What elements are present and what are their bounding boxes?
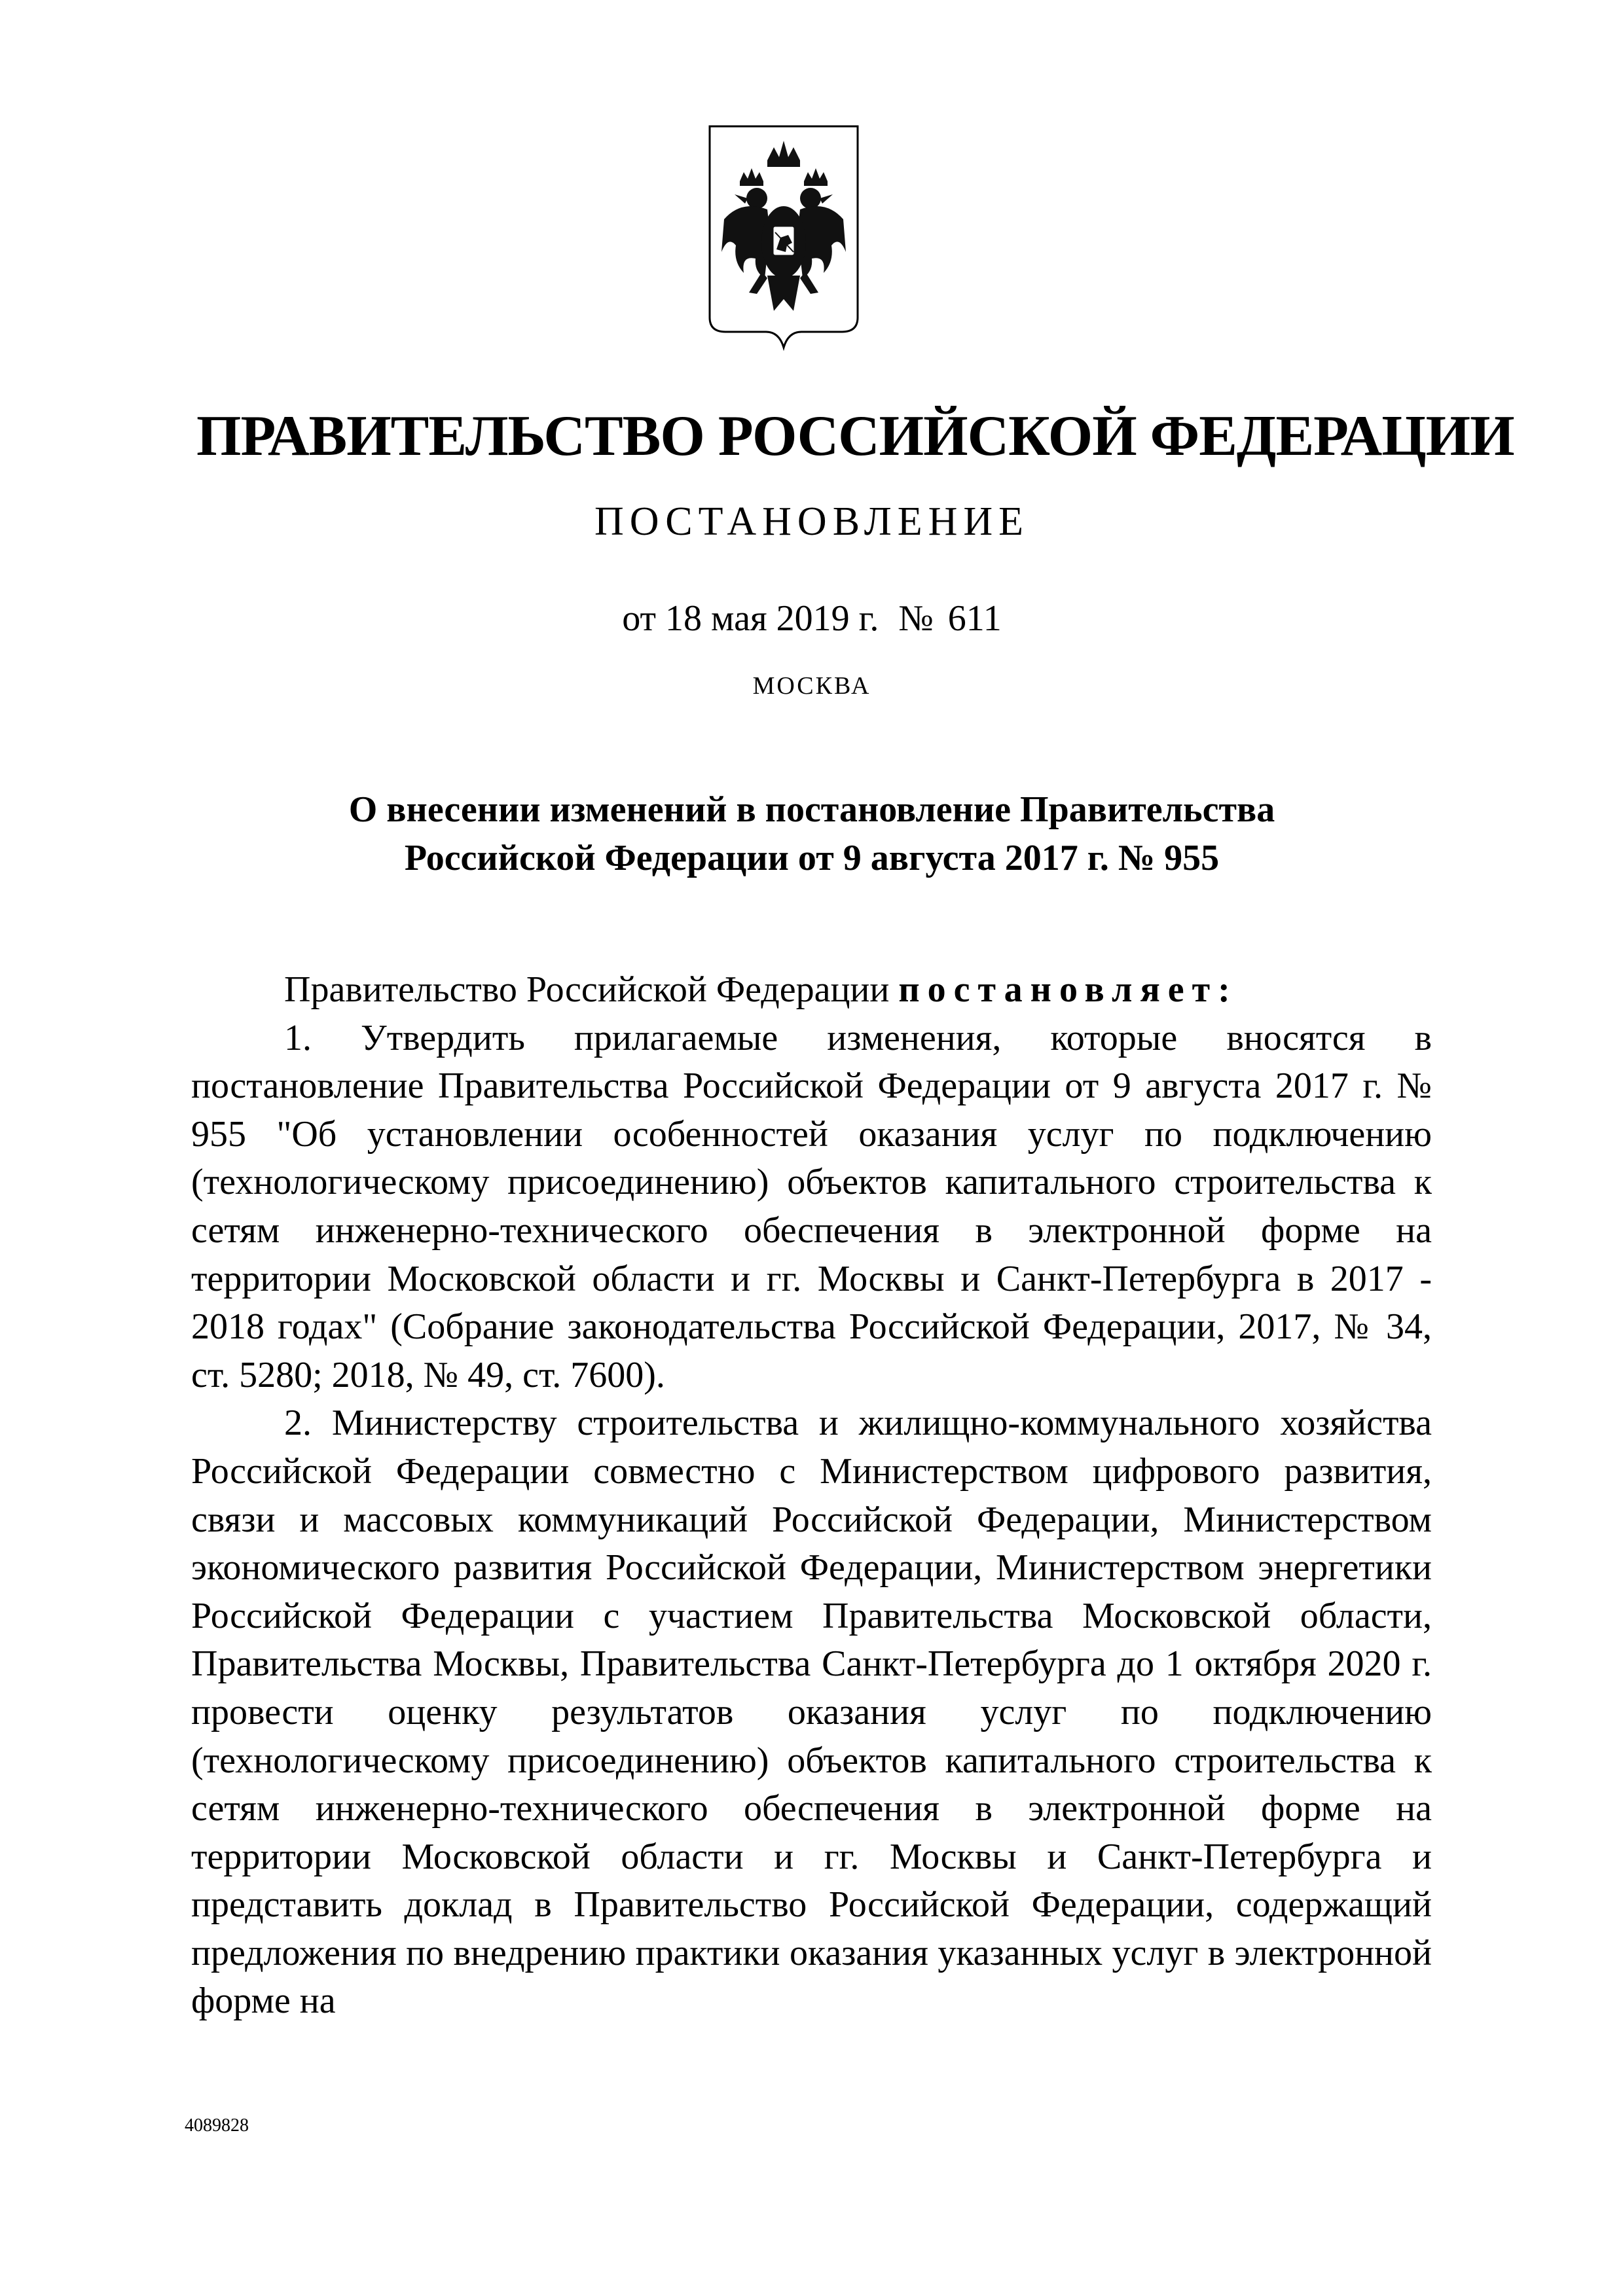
paragraph-2: 2. Министерству строительства и жилищно-коммунального хозяйства Российской Федерации совместно с Министерством цифрового развития, связи и массовых коммуникаций Российской Федерации, Министерством экономического развития Российской Федерации, Министерством энергетики Российской Федерации с участием Правительства Московской области, Правительства Москвы, Правительства Санкт-Петербурга до 1 октября 2020 г. провести оценку результатов оказания услуг по подключению (технологическому присоединению) объектов капитального строительства к сетям инженерно-технического обеспечения в электронной форме на территории Московской области и гг. Москвы и Санкт-Петербурга и представить доклад в Правительство Российской Федерации, содержащий предложения по внедрению практики оказания указанных услуг в электронной форме на [191, 1403, 1432, 2022]
number-sign: № [898, 598, 934, 639]
preamble-text: Правительство Российской Федерации [284, 969, 899, 1010]
subject-line-2: Российской Федерации от 9 августа 2017 г. № 955 [404, 838, 1220, 878]
document-date: от 18 мая 2019 г. [622, 598, 879, 639]
document-number: 611 [947, 598, 1002, 639]
document-subject [196, 785, 1427, 882]
coat-of-arms-russia-icon [702, 121, 866, 363]
paragraph-1: 1. Утвердить прилагаемые изменения, которые вносятся в постановление Правительства Российской Федерации от 9 августа 2017 г. № 955 "Об установлении особенностей оказания услуг по подключению (технологическому присоединению) объектов капитального строительства к сетям инженерно-технического обеспечения в электронной форме на территории Московской области и гг. Москвы и Санкт-Петербурга в 2017 - 2018 годах" (Собрание законодательства Российской Федерации, 2017, № 34, ст. 5280; 2018, № 49, ст. 7600). [191, 1017, 1432, 1395]
subject-line-1: О внесении изменений в постановление Правительства [348, 789, 1275, 830]
government-title: ПРАВИТЕЛЬСТВО РОССИЙСКОЙ ФЕДЕРАЦИИ [196, 404, 1514, 468]
document-id: 4089828 [185, 2115, 249, 2136]
document-body [191, 966, 1432, 2026]
document-type: ПОСТАНОВЛЕНИЕ [594, 499, 1030, 544]
preamble [191, 966, 1432, 1014]
city: МОСКВА [752, 672, 871, 700]
date-number-line [196, 596, 1427, 641]
preamble-verb: постановляет: [898, 969, 1238, 1010]
